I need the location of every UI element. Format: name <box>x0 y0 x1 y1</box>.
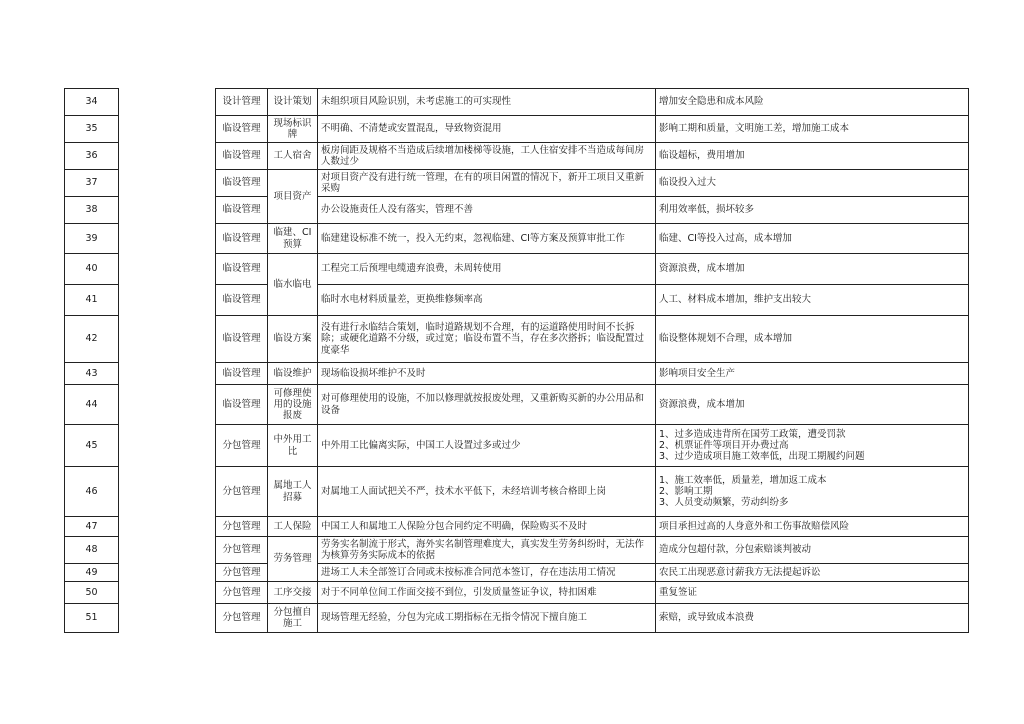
row-number: 49 <box>65 564 119 582</box>
item-cell: 临水临电 <box>268 254 318 316</box>
row-number: 38 <box>65 197 119 224</box>
row-number: 44 <box>65 385 119 425</box>
risk-effect: 人工、材料成本增加，维护支出较大 <box>656 285 969 316</box>
risk-effect: 增加安全隐患和成本风险 <box>656 89 969 116</box>
category-cell: 临设管理 <box>216 143 268 170</box>
item-cell: 现场标识牌 <box>268 116 318 143</box>
risk-effect: 重复签证 <box>656 582 969 604</box>
item-cell: 劳务管理 <box>268 537 318 582</box>
category-cell: 分包管理 <box>216 467 268 517</box>
risk-description: 未组织项目风险识别，未考虑施工的可实现性 <box>318 89 656 116</box>
row-number: 37 <box>65 170 119 197</box>
row-number: 40 <box>65 254 119 285</box>
risk-effect: 临设超标，费用增加 <box>656 143 969 170</box>
risk-description: 对项目资产没有进行统一管理，在有的项目闲置的情况下，新开工项目又重新采购 <box>318 170 656 197</box>
risk-description: 临时水电材料质量差，更换维修频率高 <box>318 285 656 316</box>
row-number: 35 <box>65 116 119 143</box>
risk-description: 中外用工比偏离实际，中国工人设置过多或过少 <box>318 425 656 467</box>
risk-description: 中国工人和属地工人保险分包合同约定不明确，保险购买不及时 <box>318 517 656 537</box>
item-cell: 临建、CI预算 <box>268 224 318 254</box>
table-row <box>65 224 969 254</box>
table-row <box>65 89 969 116</box>
risk-effect: 临设投入过大 <box>656 170 969 197</box>
risk-description: 板房间距及规格不当造成后续增加楼梯等设施，工人住宿安排不当造成每间房人数过少 <box>318 143 656 170</box>
risk-description: 对于不同单位间工作面交接不到位，引发质量签证争议，特扣困难 <box>318 582 656 604</box>
item-cell: 临设维护 <box>268 363 318 385</box>
risk-description: 现场临设损坏维护不及时 <box>318 363 656 385</box>
row-number: 34 <box>65 89 119 116</box>
category-cell: 临设管理 <box>216 170 268 197</box>
risk-description: 不明确、不清楚或安置混乱，导致物资混用 <box>318 116 656 143</box>
table-row <box>65 254 969 285</box>
item-cell: 项目资产 <box>268 170 318 224</box>
risk-effect: 利用效率低，损坏较多 <box>656 197 969 224</box>
category-cell: 分包管理 <box>216 564 268 582</box>
item-cell: 工人保险 <box>268 517 318 537</box>
table-row <box>65 604 969 633</box>
risk-effect: 1、过多造成违背所在国劳工政策，遭受罚款 2、机票证件等项目开办费过高 3、过少造成项目施工效率低，出现工期履约问题 <box>656 425 969 467</box>
table-row <box>65 582 969 604</box>
table-row <box>65 116 969 143</box>
item-cell: 设计策划 <box>268 89 318 116</box>
row-number: 50 <box>65 582 119 604</box>
category-cell: 分包管理 <box>216 425 268 467</box>
risk-effect: 造成分包超付款，分包索赔谈判被动 <box>656 537 969 564</box>
row-number: 36 <box>65 143 119 170</box>
row-number: 43 <box>65 363 119 385</box>
row-number: 45 <box>65 425 119 467</box>
item-cell: 临设方案 <box>268 316 318 363</box>
risk-table <box>64 88 969 633</box>
category-cell: 临设管理 <box>216 385 268 425</box>
risk-description: 进场工人未全部签订合同或未按标准合同范本签订，存在违法用工情况 <box>318 564 656 582</box>
risk-effect: 影响工期和质量，文明施工差，增加施工成本 <box>656 116 969 143</box>
category-cell: 临设管理 <box>216 254 268 285</box>
risk-description: 没有进行永临结合策划，临时道路规划不合理，有的运道路使用时间不长拆除；或硬化道路不分级，或过宽；临设布置不当，存在多次搭拆；临设配置过度豪华 <box>318 316 656 363</box>
category-cell: 临设管理 <box>216 363 268 385</box>
table-row <box>65 537 969 564</box>
item-cell: 工序交接 <box>268 582 318 604</box>
category-cell: 分包管理 <box>216 537 268 564</box>
table-row <box>65 143 969 170</box>
table-row <box>65 385 969 425</box>
item-cell: 中外用工比 <box>268 425 318 467</box>
category-cell: 临设管理 <box>216 197 268 224</box>
row-number: 41 <box>65 285 119 316</box>
risk-description: 工程完工后预埋电缆遗弃浪费，未周转使用 <box>318 254 656 285</box>
category-cell: 分包管理 <box>216 582 268 604</box>
table-row <box>65 467 969 517</box>
item-cell: 分包擅自施工 <box>268 604 318 633</box>
row-number: 42 <box>65 316 119 363</box>
row-number: 48 <box>65 537 119 564</box>
risk-effect: 资源浪费，成本增加 <box>656 385 969 425</box>
risk-effect: 农民工出现恶意讨薪我方无法提起诉讼 <box>656 564 969 582</box>
category-cell: 设计管理 <box>216 89 268 116</box>
item-cell: 可修理使用的设施报废 <box>268 385 318 425</box>
item-cell: 属地工人招募 <box>268 467 318 517</box>
table-row <box>65 517 969 537</box>
risk-description: 办公设施责任人没有落实，管理不善 <box>318 197 656 224</box>
item-cell: 工人宿舍 <box>268 143 318 170</box>
risk-description: 对属地工人面试把关不严，技术水平低下，未经培训考核合格即上岗 <box>318 467 656 517</box>
table-row <box>65 363 969 385</box>
table-row <box>65 425 969 467</box>
category-cell: 临设管理 <box>216 116 268 143</box>
category-cell: 临设管理 <box>216 224 268 254</box>
risk-effect: 临设整体规划不合理，成本增加 <box>656 316 969 363</box>
risk-description: 临建建设标准不统一，投入无约束，忽视临建、CI等方案及预算审批工作 <box>318 224 656 254</box>
row-number: 39 <box>65 224 119 254</box>
category-cell: 分包管理 <box>216 604 268 633</box>
row-number: 47 <box>65 517 119 537</box>
risk-effect: 项目承担过高的人身意外和工伤事故赔偿风险 <box>656 517 969 537</box>
risk-effect: 资源浪费，成本增加 <box>656 254 969 285</box>
risk-description: 现场管理无经验，分包为完成工期指标在无指令情况下擅自施工 <box>318 604 656 633</box>
category-cell: 临设管理 <box>216 316 268 363</box>
category-cell: 临设管理 <box>216 285 268 316</box>
risk-effect: 1、施工效率低，质量差，增加返工成本 2、影响工期 3、人员变动频繁，劳动纠纷多 <box>656 467 969 517</box>
risk-effect: 临建、CI等投入过高，成本增加 <box>656 224 969 254</box>
risk-description: 劳务实名制流于形式，海外实名制管理难度大，真实发生劳务纠纷时，无法作为核算劳务实际成本的依据 <box>318 537 656 564</box>
risk-effect: 索赔，或导致成本浪费 <box>656 604 969 633</box>
category-cell: 分包管理 <box>216 517 268 537</box>
risk-effect: 影响项目安全生产 <box>656 363 969 385</box>
table-row <box>65 316 969 363</box>
row-number: 51 <box>65 604 119 633</box>
risk-description: 对可修理使用的设施，不加以修理就按报废处理，又重新购买新的办公用品和设备 <box>318 385 656 425</box>
table-row <box>65 170 969 197</box>
row-number: 46 <box>65 467 119 517</box>
